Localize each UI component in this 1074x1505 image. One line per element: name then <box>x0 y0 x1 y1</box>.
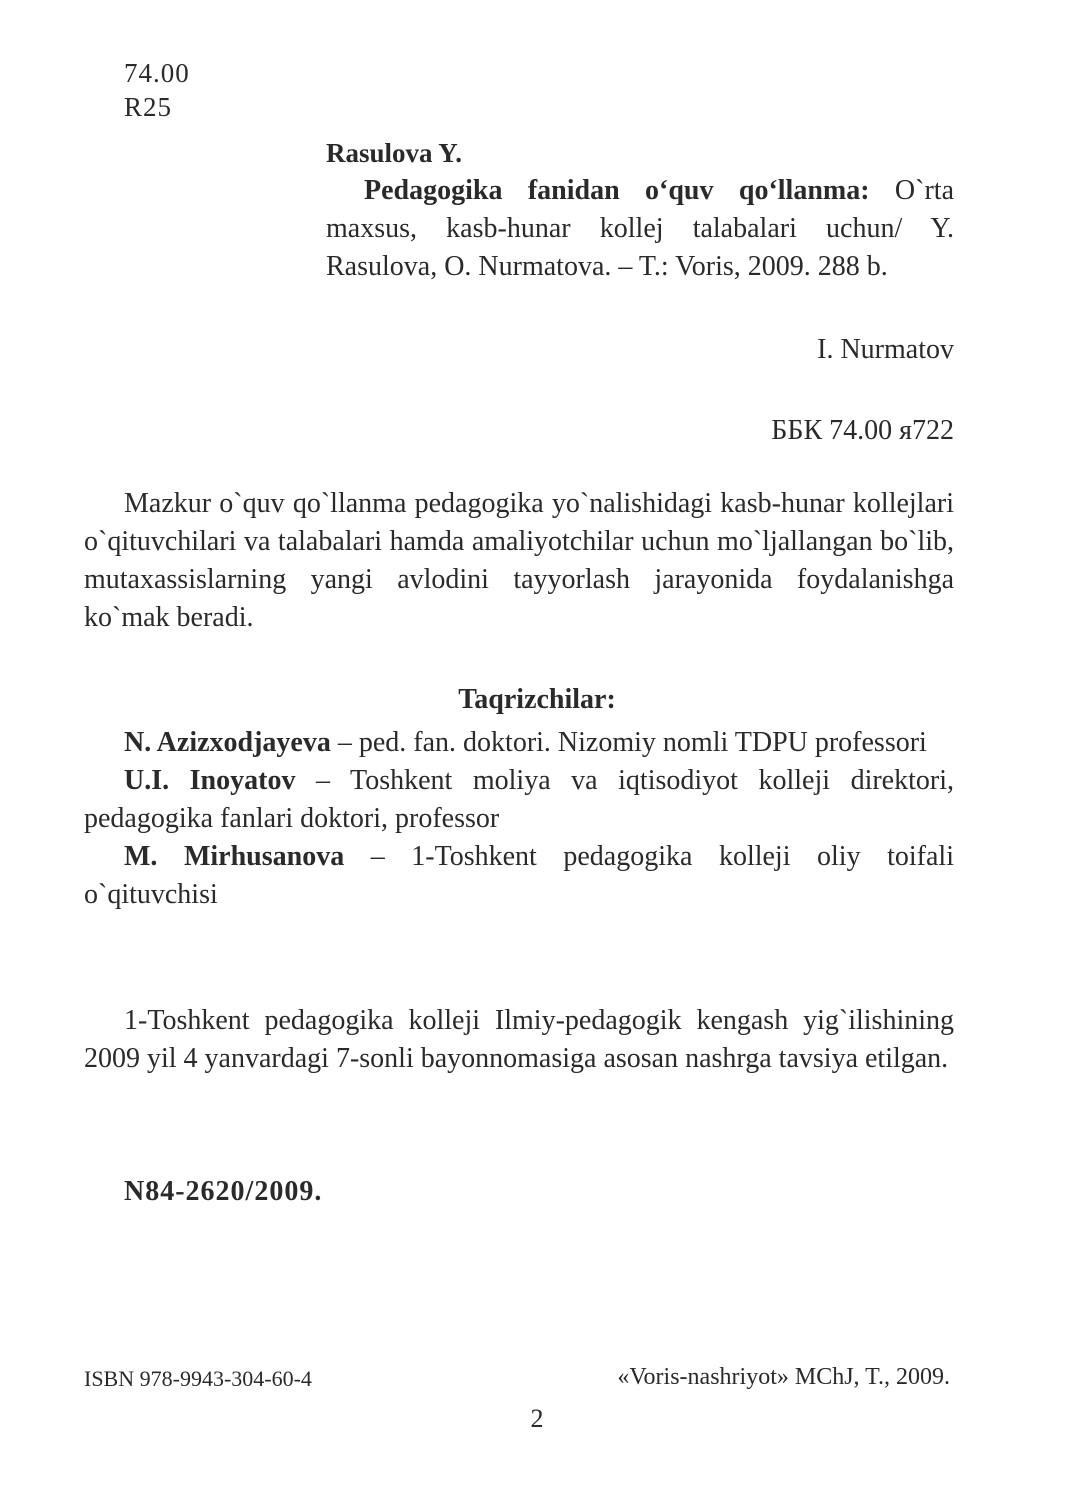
publication-number: N84-2620/2009. <box>124 1176 323 1207</box>
reviewers-heading: Taqrizchilar: <box>458 684 616 715</box>
bibliographic-description <box>326 172 954 286</box>
annotation: Mazkur o`quv qo`llanma pedagogika yo`nalishidagi kasb-hunar kollejlari o`qituvchilari va talabalari hamda amaliyotchilar uchun mo`ljallangan bo`lib, mutaxassislarning yangi avlodini tayyorlash jarayonida foydalanishga ko`mak beradi. <box>84 488 954 633</box>
reviewer-entry <box>84 838 954 914</box>
approval-note: 1-Toshkent pedagogika kolleji Ilmiy-pedagogik kengash yig`ilishining 2009 yil 4 yanvardagi 7-sonli bayonnomasiga asosan nashrga tavsiya etilgan. <box>84 1005 954 1074</box>
author-heading: Rasulova Y. <box>326 138 463 168</box>
reviewer-name: N. Azizxodjayeva <box>124 727 331 758</box>
reviewers-list <box>84 724 954 914</box>
udc-code: 74.00 <box>124 58 190 88</box>
classification-codes <box>124 56 190 124</box>
bibliographic-details: O`rta maxsus, kasb-hunar kollej talabalari uchun/ Y. Rasulova, O. Nurmatova. – T.: Voris, 2009. 288 b. <box>326 175 954 282</box>
book-title: Pedagogika fanidan o‘quv qo‘llanma: <box>364 175 870 206</box>
editor-name: I. Nurmatov <box>817 334 954 365</box>
reviewer-entry <box>84 762 954 838</box>
publisher-imprint: «Voris-nashriyot» MChJ, T., 2009. <box>617 1364 950 1390</box>
reviewer-name: M. Mirhusanova <box>124 841 345 872</box>
reviewer-name: U.I. Inoyatov <box>124 765 296 796</box>
page-number: 2 <box>530 1404 544 1433</box>
isbn: ISBN 978-9943-304-60-4 <box>84 1366 312 1391</box>
bbk-code: ББК 74.00 я722 <box>771 415 954 446</box>
reviewer-entry <box>84 724 954 762</box>
author-mark: R25 <box>124 92 173 122</box>
reviewer-description: – Toshkent moliya va iqtisodiyot kolleji direktori, pedagogika fanlari doktori, professor <box>84 765 954 834</box>
reviewer-description: – 1-Toshkent pedagogika kolleji oliy toifali o`qituvchisi <box>84 841 954 910</box>
reviewer-description: – ped. fan. doktori. Nizomiy nomli TDPU professori <box>330 727 927 758</box>
